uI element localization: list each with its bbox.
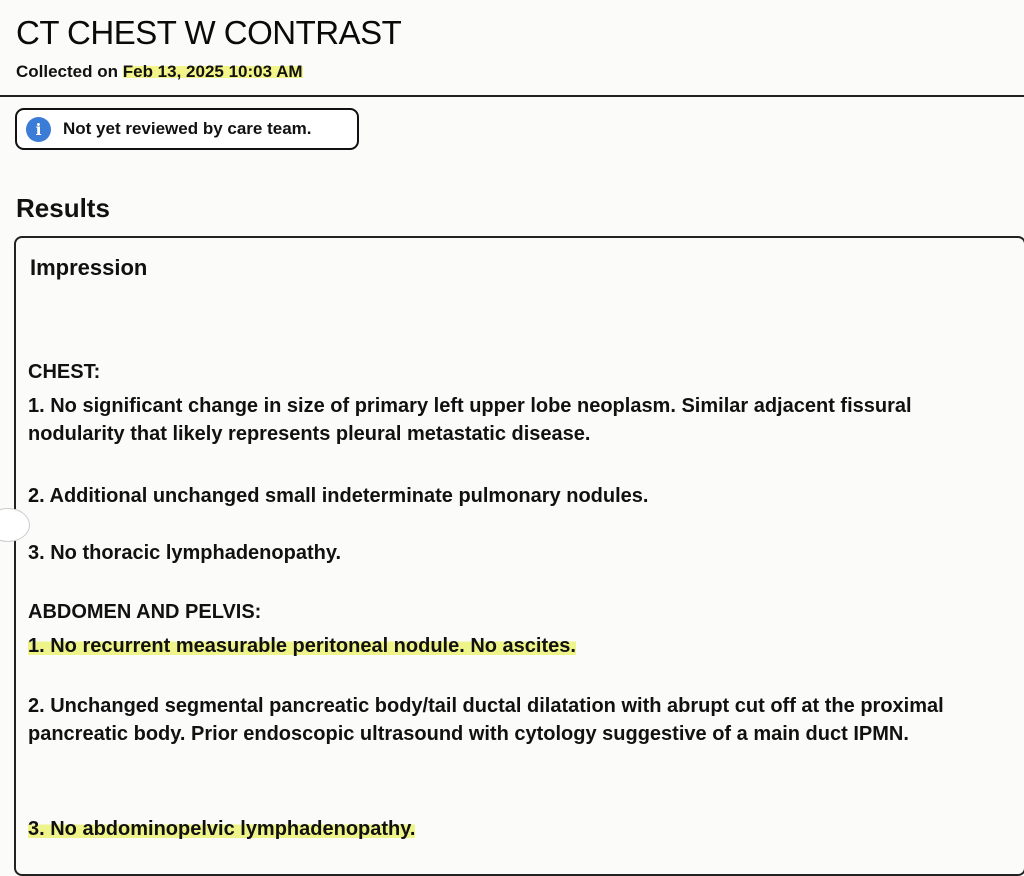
abdomen-item-3 bbox=[28, 815, 1013, 843]
abdomen-item-2: 2. Unchanged segmental pancreatic body/tail ductal dilatation with abrupt cut off at the proximal pancreatic body. Prior endoscopic ultrasound with cytology suggestive of a main duct IPMN. bbox=[28, 695, 944, 745]
chest-item-1: 1. No significant change in size of primary left upper lobe neoplasm. Similar adjacent fissural nodularity that likely represents pleural metastatic disease. bbox=[28, 395, 912, 445]
chest-item-2: 2. Additional unchanged small indeterminate pulmonary nodules. bbox=[28, 485, 649, 507]
abdomen-item-3-text: 3. No abdominopelvic lymphadenopathy. bbox=[28, 818, 416, 840]
page-title: CT CHEST W CONTRAST bbox=[16, 14, 402, 51]
chest-section-label: CHEST: bbox=[28, 361, 101, 383]
abdomen-item-1 bbox=[28, 632, 1013, 660]
collected-timestamp bbox=[16, 62, 303, 82]
collected-date: Feb 13, 2025 10:03 AM bbox=[122, 62, 303, 81]
collected-prefix: Collected on bbox=[16, 62, 123, 81]
chest-item-3: 3. No thoracic lymphadenopathy. bbox=[28, 542, 342, 564]
review-status-badge bbox=[15, 108, 359, 150]
header-divider bbox=[0, 95, 1024, 97]
abdomen-section-label: ABDOMEN AND PELVIS: bbox=[28, 601, 262, 623]
review-status-text: Not yet reviewed by care team. bbox=[63, 119, 312, 138]
results-heading: Results bbox=[16, 193, 110, 223]
info-icon: i bbox=[26, 117, 51, 142]
abdomen-item-1-text: 1. No recurrent measurable peritoneal nodule. No ascites. bbox=[28, 635, 576, 657]
impression-label: Impression bbox=[30, 255, 148, 280]
